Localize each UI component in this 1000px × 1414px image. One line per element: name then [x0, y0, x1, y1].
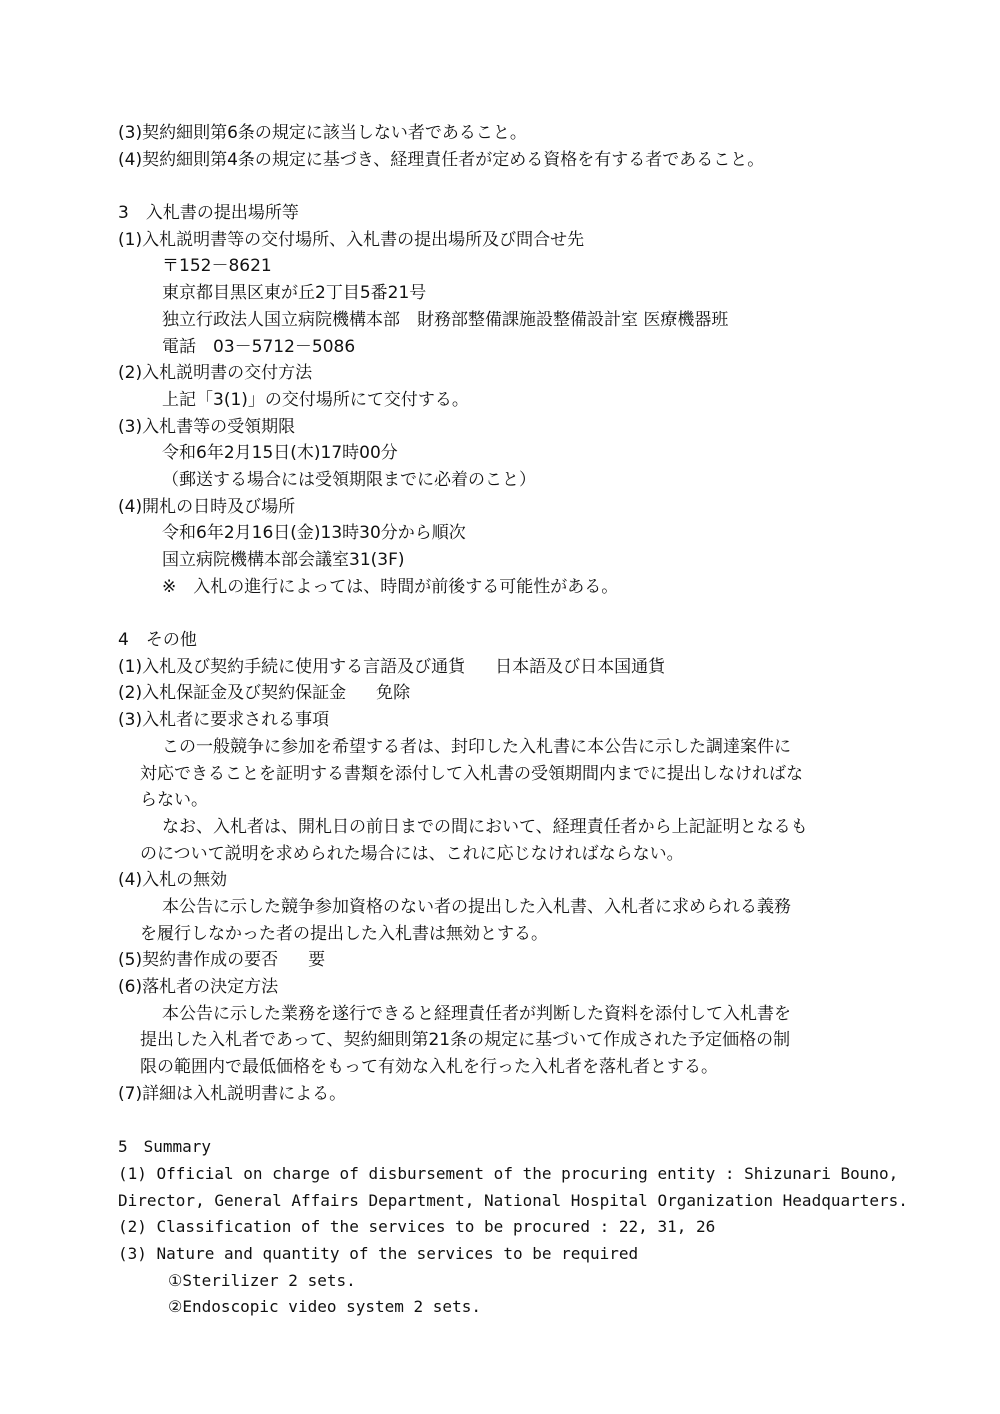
clause-3-4-label: (4)開札の日時及び場所 — [118, 496, 296, 517]
clause-2-3: (3)契約細則第6条の規定に該当しない者であること。 — [118, 123, 527, 143]
summary-line: (1) Official on charge of disbursement of the procuring entity : Shizunari Bouno, — [118, 1163, 899, 1183]
opening-place: 国立病院機構本部会議室31(3F) — [162, 550, 405, 570]
section-4-heading: 4 その他 — [118, 630, 197, 651]
clause-4-7: (7)詳細は入札説明書による。 — [118, 1083, 347, 1104]
clause-4-1-label: (1)入札及び契約手続に使用する言語及び通貨 — [118, 656, 466, 677]
clause-4-6-label: (6)落札者の決定方法 — [118, 977, 279, 997]
clause-4-4-label: (4)入札の無効 — [118, 870, 228, 891]
summary-line: (2) Classification of the services to be procured : 22, 31, 26 — [118, 1217, 716, 1237]
blank-line — [118, 1107, 918, 1134]
paragraph-line: この一般競争に参加を希望する者は、封印した入札書に本公告に示した調達案件に — [162, 736, 791, 757]
paragraph-line: のについて説明を求められた場合には、これに応じなければならない。 — [140, 843, 684, 864]
clause-3-2-text: 上記「3(1)」の交付場所にて交付する。 — [162, 389, 469, 410]
clause-4-2-label: (2)入札保証金及び契約保証金 — [118, 683, 347, 704]
clause-3-1-label: (1)入札説明書等の交付場所、入札書の提出場所及び問合せ先 — [118, 229, 585, 250]
paragraph-line: を履行しなかった者の提出した入札書は無効とする。 — [140, 923, 548, 944]
paragraph-line: 本公告に示した業務を遂行できると経理責任者が判断した資料を添付して入札書を — [162, 1003, 791, 1024]
document-page — [118, 120, 918, 1321]
address: 東京都目黒区東が丘2丁目5番21号 — [162, 283, 427, 304]
section-5-heading: 5 Summary — [118, 1137, 212, 1157]
clause-3-2-label: (2)入札説明書の交付方法 — [118, 363, 313, 384]
clause-3-3-label: (3)入札書等の受領期限 — [118, 416, 296, 437]
paragraph-line: らない。 — [140, 790, 208, 811]
summary-entry: ①Sterilizer 2 sets. — [168, 1270, 356, 1290]
deadline-date: 令和6年2月15日(木)17時00分 — [162, 443, 398, 464]
clause-4-2 — [118, 680, 918, 707]
summary-line: Director, General Affairs Department, National Hospital Organization Headquarters. — [118, 1190, 908, 1210]
phone-number: 電話 03－5712－5086 — [162, 336, 356, 357]
postal-code: 〒152－8621 — [162, 256, 272, 277]
clause-4-1-value: 日本語及び日本国通貨 — [495, 656, 666, 677]
paragraph-line: 限の範囲内で最低価格をもって有効な入札を行った入札者を落札者とする。 — [140, 1057, 718, 1078]
paragraph-line: 本公告に示した競争参加資格のない者の提出した入札書、入札者に求められる義務 — [162, 896, 791, 917]
clause-4-5 — [118, 947, 918, 974]
blank-line — [118, 173, 918, 200]
clause-4-1 — [118, 654, 918, 681]
clause-4-5-value: 要 — [308, 950, 326, 971]
summary-line: (3) Nature and quantity of the services to be required — [118, 1243, 639, 1263]
clause-4-3-label: (3)入札者に要求される事項 — [118, 710, 330, 731]
clause-4-5-label: (5)契約書作成の要否 — [118, 950, 279, 971]
paragraph-line: 提出した入札者であって、契約細則第21条の規定に基づいて作成された予定価格の制 — [140, 1030, 791, 1051]
clause-2-4: (4)契約細則第4条の規定に基づき、経理責任者が定める資格を有する者であること。 — [118, 149, 765, 170]
clause-4-2-value: 免除 — [376, 683, 411, 704]
summary-entry: ②Endoscopic video system 2 sets. — [168, 1297, 481, 1317]
paragraph-line: なお、入札者は、開札日の前日までの間において、経理責任者から上記証明となるも — [162, 816, 808, 837]
opening-note: ※ 入札の進行によっては、時間が前後する可能性がある。 — [162, 576, 619, 597]
office-name: 独立行政法人国立病院機構本部 財務部整備課施設整備設計室 医療機器班 — [162, 309, 729, 330]
blank-line — [118, 600, 918, 627]
section-3-heading: 3 入札書の提出場所等 — [118, 203, 299, 224]
opening-date: 令和6年2月16日(金)13時30分から順次 — [162, 523, 466, 544]
deadline-note: （郵送する場合には受領期限までに必着のこと） — [162, 469, 536, 490]
paragraph-line: 対応できることを証明する書類を添付して入札書の受領期間内までに提出しなければな — [140, 763, 803, 784]
